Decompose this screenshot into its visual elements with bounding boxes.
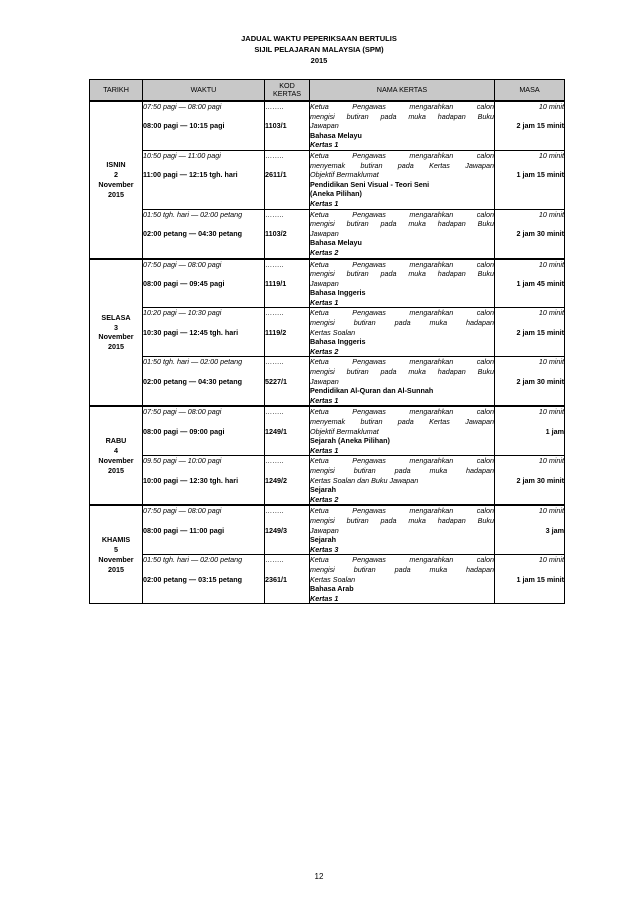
blank-line [143, 367, 264, 377]
blank-line [495, 219, 564, 229]
briefing-duration: 10 minit [538, 456, 564, 466]
duration-cell [495, 456, 565, 505]
paper-name: Bahasa Melayu [310, 130, 362, 140]
paper-kertas: Kertas 1 [310, 593, 339, 603]
briefing-instruction: Ketua Pengawas mengarahkan calon [310, 259, 494, 269]
paper-name: Sejarah [310, 535, 336, 545]
blank-line [143, 318, 264, 328]
briefing-instruction: Kertas Soalan dan Buku Jawapan [310, 475, 419, 485]
paper-kertas: Kertas 3 [310, 544, 339, 554]
exam-duration: 1 jam 15 minit [516, 574, 564, 584]
exam-code: 1119/1 [265, 278, 287, 288]
briefing-instruction: mengisi butiran pada muka hadapan Buku [310, 515, 494, 525]
paper-kertas: Kertas 2 [310, 346, 339, 356]
briefing-instruction: Jawapan [310, 376, 339, 386]
table-row [90, 101, 565, 150]
blank-line [495, 516, 564, 526]
exam-time: 02:00 petang — 04:30 petang [143, 376, 243, 386]
blank-line [265, 516, 309, 526]
briefing-duration: 10 minit [538, 555, 564, 565]
paper-kertas: Kertas 1 [310, 198, 339, 208]
briefing-instruction: Ketua Pengawas mengarahkan calon [310, 555, 494, 565]
blank-line [265, 318, 309, 328]
exam-duration: 2 jam 30 minit [516, 475, 564, 485]
code-cell [265, 209, 310, 258]
blank-line [143, 417, 264, 427]
exam-code: 2611/1 [265, 170, 287, 180]
exam-timetable [89, 79, 565, 604]
blank-line [495, 161, 564, 171]
paper-name: Bahasa Inggeris [310, 337, 366, 347]
paper-name: Sejarah (Aneka Pilihan) [310, 436, 390, 446]
code-cell [265, 406, 310, 455]
blank-line [495, 318, 564, 328]
date-month: November [98, 179, 134, 189]
briefing-instruction: Objektif Bermaklumat [310, 426, 379, 436]
time-cell [143, 505, 265, 554]
briefing-code: …….. [265, 456, 284, 466]
table-row [90, 555, 565, 604]
blank-line [143, 565, 264, 575]
blank-line [495, 417, 564, 427]
time-cell [143, 456, 265, 505]
document-year: 2015 [310, 56, 328, 65]
paper-cell [310, 308, 495, 357]
paper-kertas: Kertas 1 [310, 395, 339, 405]
table-row [90, 259, 565, 308]
date-cell [90, 101, 143, 259]
briefing-time: 07:50 pagi — 08:00 pagi [143, 407, 222, 417]
blank-line [265, 466, 309, 476]
exam-time: 08:00 pagi — 09:45 pagi [143, 278, 225, 288]
paper-cell [310, 456, 495, 505]
paper-kertas: Kertas 2 [310, 247, 339, 257]
table-row [90, 357, 565, 406]
paper-cell [310, 357, 495, 406]
date-name: RABU [105, 436, 127, 446]
briefing-code: …….. [265, 506, 284, 516]
briefing-code: …….. [265, 407, 284, 417]
briefing-time: 01:50 tgh. hari — 02:00 petang [143, 357, 243, 367]
paper-name: Pendidikan Seni Visual - Teori Seni [310, 179, 430, 189]
briefing-instruction: mengisi butiran pada muka hadapan Buku [310, 367, 494, 377]
column-header-waktu: WAKTU [143, 80, 265, 102]
briefing-time: 01:50 tgh. hari — 02:00 petang [143, 209, 243, 219]
paper-cell [310, 101, 495, 150]
paper-name: Pendidikan Al-Quran dan Al-Sunnah [310, 386, 434, 396]
date-month: November [98, 554, 134, 564]
briefing-instruction: Ketua Pengawas mengarahkan calon [310, 506, 494, 516]
briefing-instruction: mengisi butiran pada muka hadapan Buku [310, 219, 494, 229]
exam-code: 5227/1 [265, 376, 287, 386]
briefing-instruction: Ketua Pengawas mengarahkan calon [310, 150, 494, 160]
blank-line [143, 112, 264, 122]
briefing-instruction: Kertas Soalan [310, 574, 356, 584]
time-cell [143, 101, 265, 150]
paper-cell [310, 209, 495, 258]
duration-cell [495, 505, 565, 554]
table-header-row [90, 80, 565, 102]
exam-time: 08:00 pagi — 11:00 pagi [143, 525, 225, 535]
blank-line [265, 565, 309, 575]
paper-name: Bahasa Melayu [310, 238, 362, 248]
kod-label: KOD [279, 80, 295, 90]
exam-time: 08:00 pagi — 10:15 pagi [143, 121, 225, 131]
briefing-code: …….. [265, 209, 284, 219]
briefing-code: …….. [265, 357, 284, 367]
briefing-instruction: Objektif Bermaklumat [310, 170, 379, 180]
exam-duration: 2 jam 30 minit [516, 376, 564, 386]
code-cell [265, 357, 310, 406]
code-cell [265, 101, 310, 150]
briefing-instruction: mengisi butiran pada muka hadapan [310, 318, 494, 328]
kertas-label: KERTAS [272, 89, 302, 98]
briefing-duration: 10 minit [538, 308, 564, 318]
paper-cell [310, 505, 495, 554]
column-header-kod-kertas [265, 80, 310, 102]
briefing-time: 07:50 pagi — 08:00 pagi [143, 506, 222, 516]
paper-extra: (Aneka Pilihan) [310, 189, 362, 199]
table-row [90, 406, 565, 455]
date-num: 2 [114, 169, 118, 179]
page-number: 12 [314, 872, 324, 881]
time-cell [143, 555, 265, 604]
time-cell [143, 150, 265, 209]
duration-cell [495, 101, 565, 150]
briefing-instruction: menyemak butiran pada Kertas Jawapan [310, 417, 494, 426]
date-name: ISNIN [106, 160, 126, 170]
date-cell [90, 406, 143, 505]
time-cell [143, 406, 265, 455]
briefing-instruction: mengisi butiran pada muka hadapan [310, 465, 494, 475]
blank-line [265, 417, 309, 427]
briefing-time: 07:50 pagi — 08:00 pagi [143, 102, 222, 111]
blank-line [495, 367, 564, 377]
briefing-instruction: Ketua Pengawas mengarahkan calon [310, 308, 494, 318]
briefing-instruction: mengisi butiran pada muka hadapan Buku [310, 269, 494, 279]
paper-cell [310, 150, 495, 209]
date-name: SELASA [101, 312, 131, 322]
exam-code: 1103/2 [265, 228, 287, 238]
duration-cell [495, 259, 565, 308]
briefing-time: 10:20 pagi — 10:30 pagi [143, 308, 222, 318]
exam-duration: 3 jam [545, 525, 564, 535]
exam-code: 1249/1 [265, 426, 287, 436]
blank-line [265, 367, 309, 377]
blank-line [265, 112, 309, 122]
briefing-instruction: Jawapan [310, 121, 339, 131]
blank-line [265, 269, 309, 279]
briefing-duration: 10 minit [538, 259, 564, 269]
briefing-instruction: Jawapan [310, 278, 339, 288]
briefing-instruction: Ketua Pengawas mengarahkan calon [310, 456, 494, 466]
blank-line [495, 565, 564, 575]
paper-name: Sejarah [310, 485, 336, 495]
blank-line [265, 219, 309, 229]
exam-code: 1249/3 [265, 525, 287, 535]
briefing-time: 09.50 pagi — 10:00 pagi [143, 456, 222, 466]
date-num: 3 [114, 322, 118, 332]
paper-kertas: Kertas 2 [310, 494, 339, 504]
paper-cell [310, 259, 495, 308]
column-header-nama-kertas: NAMA KERTAS [310, 80, 495, 102]
exam-code: 1103/1 [265, 121, 287, 131]
column-header-tarikh: TARIKH [90, 80, 143, 102]
code-cell [265, 555, 310, 604]
date-year: 2015 [108, 189, 124, 199]
paper-kertas: Kertas 1 [310, 140, 339, 150]
exam-duration: 1 jam 15 minit [516, 170, 564, 180]
blank-line [143, 516, 264, 526]
code-cell [265, 150, 310, 209]
duration-cell [495, 406, 565, 455]
table-row [90, 505, 565, 554]
briefing-instruction: mengisi butiran pada muka hadapan [310, 564, 494, 574]
exam-time: 11:00 pagi — 12:15 tgh. hari [143, 170, 238, 180]
blank-line [143, 466, 264, 476]
exam-time: 10:30 pagi — 12:45 tgh. hari [143, 327, 239, 337]
code-cell [265, 259, 310, 308]
exam-time: 08:00 pagi — 09:00 pagi [143, 426, 225, 436]
exam-code: 1119/2 [265, 327, 287, 337]
table-row [90, 456, 565, 505]
exam-duration: 1 jam 45 minit [516, 278, 564, 288]
briefing-instruction: Ketua Pengawas mengarahkan calon [310, 102, 494, 111]
time-cell [143, 357, 265, 406]
briefing-code: …….. [265, 308, 284, 318]
date-cell [90, 505, 143, 603]
briefing-instruction: mengisi butiran pada muka hadapan Buku [310, 111, 494, 121]
exam-time: 02:00 petang — 03:15 petang [143, 574, 243, 584]
exam-time: 02:00 petang — 04:30 petang [143, 228, 243, 238]
blank-line [495, 112, 564, 122]
briefing-code: …….. [265, 259, 284, 269]
code-cell [265, 308, 310, 357]
date-month: November [98, 332, 134, 342]
exam-duration: 2 jam 30 minit [516, 228, 564, 238]
column-header-masa: MASA [495, 80, 565, 102]
date-year: 2015 [108, 465, 124, 475]
briefing-duration: 10 minit [538, 209, 564, 219]
date-year: 2015 [108, 342, 124, 352]
blank-line [143, 269, 264, 279]
duration-cell [495, 555, 565, 604]
duration-cell [495, 209, 565, 258]
exam-code: 1249/2 [265, 475, 287, 485]
briefing-instruction: menyemak butiran pada Kertas Jawapan [310, 160, 494, 170]
date-cell [90, 259, 143, 407]
exam-duration: 2 jam 15 minit [516, 327, 564, 337]
table-row [90, 209, 565, 258]
time-cell [143, 259, 265, 308]
briefing-time: 10:50 pagi — 11:00 pagi [143, 150, 221, 160]
blank-line [495, 466, 564, 476]
briefing-duration: 10 minit [538, 150, 564, 160]
timetable-body [90, 101, 565, 604]
blank-line [143, 161, 264, 171]
exam-code: 2361/1 [265, 574, 287, 584]
exam-duration: 1 jam [545, 426, 564, 436]
briefing-instruction: Ketua Pengawas mengarahkan calon [310, 357, 494, 367]
date-month: November [98, 455, 134, 465]
briefing-instruction: Jawapan [310, 525, 339, 535]
blank-line [265, 161, 309, 171]
duration-cell [495, 150, 565, 209]
date-name: KHAMIS [101, 535, 131, 545]
paper-name: Bahasa Inggeris [310, 288, 366, 298]
table-row [90, 150, 565, 209]
briefing-time: 01:50 tgh. hari — 02:00 petang [143, 555, 243, 565]
blank-line [495, 269, 564, 279]
briefing-code: …….. [265, 150, 284, 160]
briefing-instruction: Ketua Pengawas mengarahkan calon [310, 407, 494, 417]
paper-name: Bahasa Arab [310, 584, 354, 594]
briefing-time: 07:50 pagi — 08:00 pagi [143, 259, 222, 269]
paper-kertas: Kertas 1 [310, 445, 339, 455]
exam-time: 10:00 pagi — 12:30 tgh. hari [143, 475, 239, 485]
exam-duration: 2 jam 15 minit [516, 121, 564, 131]
code-cell [265, 505, 310, 554]
document-title: JADUAL WAKTU PEPERIKSAAN BERTULIS [241, 34, 397, 43]
briefing-instruction: Jawapan [310, 228, 339, 238]
time-cell [143, 209, 265, 258]
date-num: 5 [114, 545, 118, 555]
code-cell [265, 456, 310, 505]
paper-kertas: Kertas 1 [310, 297, 339, 307]
briefing-duration: 10 minit [538, 506, 564, 516]
date-num: 4 [114, 446, 118, 456]
duration-cell [495, 308, 565, 357]
briefing-code: …….. [265, 102, 284, 111]
paper-cell [310, 406, 495, 455]
briefing-code: …….. [265, 555, 284, 565]
document-subtitle: SIJIL PELAJARAN MALAYSIA (SPM) [254, 45, 384, 54]
briefing-duration: 10 minit [538, 407, 564, 417]
briefing-instruction: Ketua Pengawas mengarahkan calon [310, 209, 494, 219]
table-row [90, 308, 565, 357]
briefing-duration: 10 minit [538, 102, 564, 111]
duration-cell [495, 357, 565, 406]
time-cell [143, 308, 265, 357]
briefing-duration: 10 minit [538, 357, 564, 367]
briefing-instruction: Kertas Soalan [310, 327, 356, 337]
date-year: 2015 [108, 564, 124, 574]
blank-line [143, 219, 264, 229]
paper-cell [310, 555, 495, 604]
